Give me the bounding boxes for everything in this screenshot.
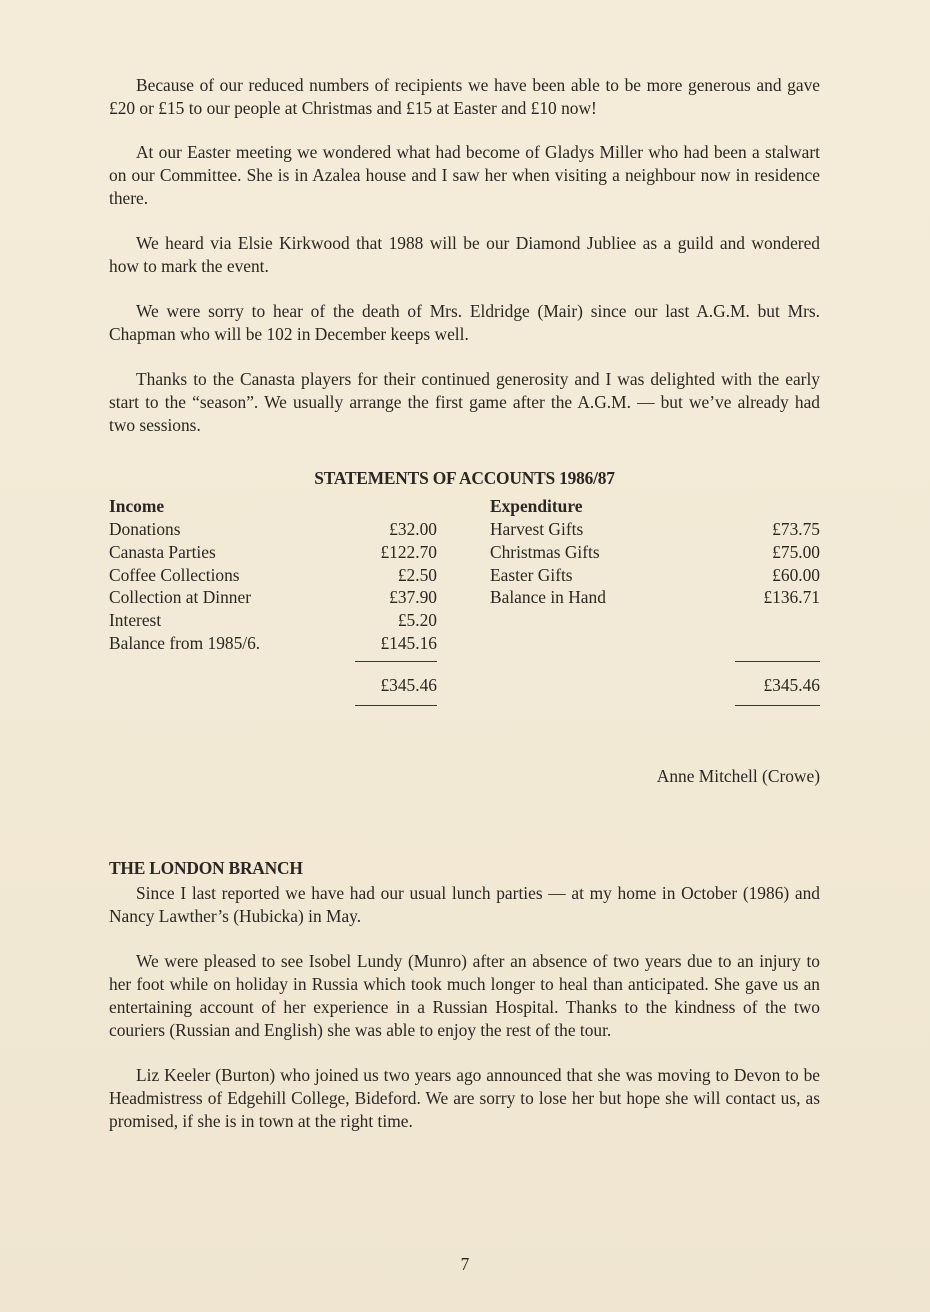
income-amount: £5.20 (397, 610, 437, 630)
income-label: Collection at Dinner (109, 587, 251, 607)
income-label: Donations (109, 519, 181, 539)
signature: Anne Mitchell (Crowe) (656, 766, 820, 786)
income-label: Canasta Parties (109, 542, 216, 562)
expenditure-total: £345.46 (763, 675, 820, 695)
income-total-rule-top (355, 661, 437, 662)
income-label: Balance from 1985/6. (109, 633, 261, 653)
london-branch-section (109, 857, 820, 1133)
accounts-statement (109, 468, 820, 720)
paragraph-lunch-parties: Since I last reported we have had our usual lunch parties — at my home in October (1986) and Nancy Lawther’s (Hubicka) in May. (109, 883, 820, 926)
income-label: Coffee Collections (109, 565, 240, 585)
income-amount: £145.16 (380, 633, 437, 653)
paragraph-liz-keeler: Liz Keeler (Burton) who joined us two years ago announced that she was moving to Devon to be Headmistress of Edgehill College, Bideford. We are sorry to lose her but hope she will contact us, as promised, if she is in town at the right time. (109, 1065, 820, 1131)
page-number: 7 (460, 1254, 470, 1274)
paragraph-isobel-lundy: We were pleased to see Isobel Lundy (Munro) after an absence of two years due to an injury to her foot while on holiday in Russia which took much longer to heal than anticipated. She gave us an entertaining account of her experience in a Russian Hospital. Thanks to the kindness of the two couriers (Russian and English) she was able to enjoy the rest of the tour. (109, 951, 820, 1040)
paragraph-canasta: Thanks to the Canasta players for their continued generosity and I was delighted with the early start to the “season”. We usually arrange the first game after the A.G.M. — but we’ve already had two sessions. (109, 369, 820, 435)
paragraph-eldridge: We were sorry to hear of the death of Mrs. Eldridge (Mair) since our last A.G.M. but Mrs. Chapman who will be 102 in December keeps well. (109, 301, 820, 344)
income-amount: £37.90 (389, 587, 437, 607)
expenditure-amount: £73.75 (772, 519, 820, 539)
expenditure-heading: Expenditure (490, 496, 583, 516)
income-amount: £122.70 (380, 542, 437, 562)
paragraph-gifts: Because of our reduced numbers of recipients we have been able to be more generous and gave £20 or £15 to our people at Christmas and £15 at Easter and £10 now! (109, 75, 820, 118)
expenditure-label: Christmas Gifts (490, 542, 600, 562)
income-label: Interest (109, 610, 162, 630)
income-heading: Income (109, 496, 165, 516)
section-title: THE LONDON BRANCH (109, 858, 303, 878)
expenditure-amount: £136.71 (763, 587, 820, 607)
accounts-title: STATEMENTS OF ACCOUNTS 1986/87 (314, 468, 615, 488)
expenditure-total-rule-bottom (735, 705, 820, 706)
expenditure-label: Harvest Gifts (490, 519, 584, 539)
income-amount: £32.00 (389, 519, 437, 539)
income-amount: £2.50 (397, 565, 437, 585)
paragraph-gladys-miller: At our Easter meeting we wondered what had become of Gladys Miller who had been a stalwart on our Committee. She is in Azalea house and I saw her when visiting a neighbour now in residence there. (109, 142, 820, 208)
expenditure-total-rule-top (735, 661, 820, 662)
expenditure-label: Balance in Hand (490, 587, 606, 607)
expenditure-amount: £75.00 (772, 542, 820, 562)
expenditure-label: Easter Gifts (490, 565, 573, 585)
income-total: £345.46 (380, 675, 437, 695)
main-text (109, 74, 820, 786)
expenditure-amount: £60.00 (772, 565, 820, 585)
paragraph-diamond-jubilee: We heard via Elsie Kirkwood that 1988 will be our Diamond Jubliee as a guild and wondered how to mark the event. (109, 233, 820, 276)
income-total-rule-bottom (355, 705, 437, 706)
